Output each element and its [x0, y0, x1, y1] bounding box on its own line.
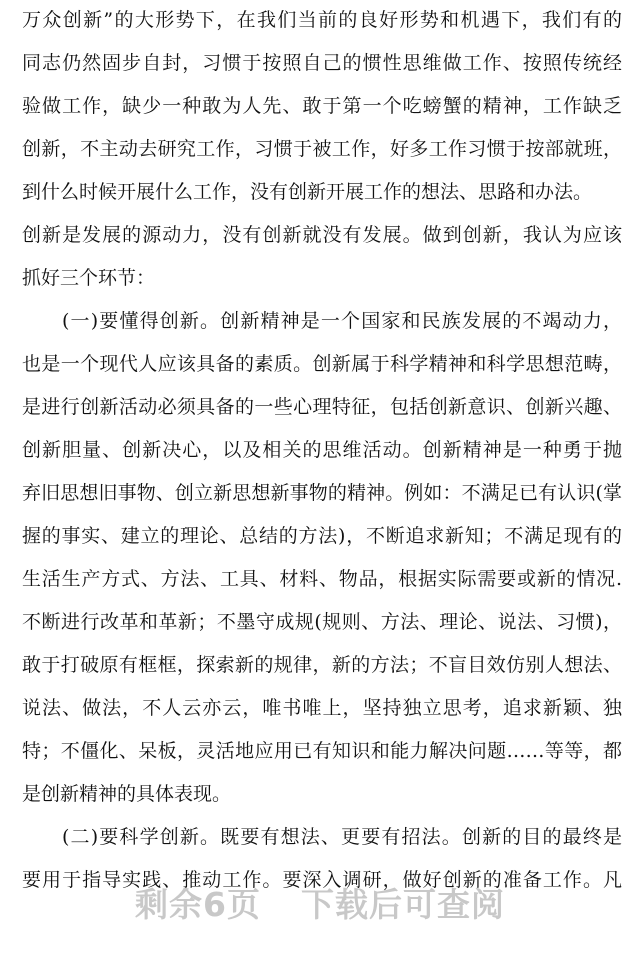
- text-line: 说法、做法，不人云亦云，唯书唯上，坚持独立思考，追求新颖、独: [22, 697, 622, 719]
- text-line: 不断进行改革和革新；不墨守成规(规则、方法、理论、说法、习惯)，: [22, 611, 622, 633]
- text-line: 万众创新”的大形势下，在我们当前的良好形势和机遇下，我们有的: [22, 9, 622, 31]
- text-line: 同志仍然固步自封，习惯于按照自己的惯性思维做工作、按照传统经: [22, 52, 622, 74]
- text-line: 握的事实、建立的理论、总结的方法)，不断追求新知；不满足现有的: [22, 525, 622, 547]
- text-line: 验做工作，缺少一种敢为人先、敢于第一个吃螃蟹的精神，工作缺乏: [22, 95, 622, 117]
- remaining-pages-banner[interactable]: [0, 877, 640, 933]
- text-line: 生活生产方式、方法、工具、材料、物品，根据实际需要或新的情况.: [22, 568, 622, 590]
- text-line: 创新是发展的源动力，没有创新就没有发展。做到创新，我认为应该: [22, 224, 622, 246]
- download-prompt-label: 下载后可查阅: [300, 885, 505, 924]
- text-line: 要用于指导实践、推动工作。要深入调研，做好创新的准备工作。凡: [22, 869, 622, 891]
- text-line: 创新，不主动去研究工作，习惯于被工作，好多工作习惯于按部就班，: [22, 138, 622, 160]
- text-line: 到什么时候开展什么工作，没有创新开展工作的想法、思路和办法。: [22, 181, 593, 203]
- text-line: 也是一个现代人应该具备的素质。创新属于科学精神和科学思想范畴，: [22, 353, 622, 375]
- text-line: 敢于打破原有框框，探索新的规律，新的方法；不盲目效仿别人想法、: [22, 654, 622, 676]
- text-line: 弃旧思想旧事物、创立新思想新事物的精神。例如：不满足已有认识(掌: [22, 482, 622, 504]
- text-line: 是进行创新活动必须具备的一些心理特征，包括创新意识、创新兴趣、: [22, 396, 622, 418]
- text-line: 创新胆量、创新决心，以及相关的思维活动。创新精神是一种勇于抛: [22, 439, 622, 461]
- text-line: 是创新精神的具体表现。: [22, 783, 232, 805]
- remaining-pages-label: 剩余6页: [135, 885, 261, 924]
- paragraph-heading-line: (二)要科学创新。既要有想法、更要有招法。创新的目的最终是: [62, 826, 622, 848]
- text-line: 特；不僵化、呆板，灵活地应用已有知识和能力解决问题……等等，都: [22, 740, 622, 762]
- paragraph-heading-line: (一)要懂得创新。创新精神是一个国家和民族发展的不竭动力，: [62, 310, 622, 332]
- text-line: 抓好三个环节：: [22, 267, 156, 289]
